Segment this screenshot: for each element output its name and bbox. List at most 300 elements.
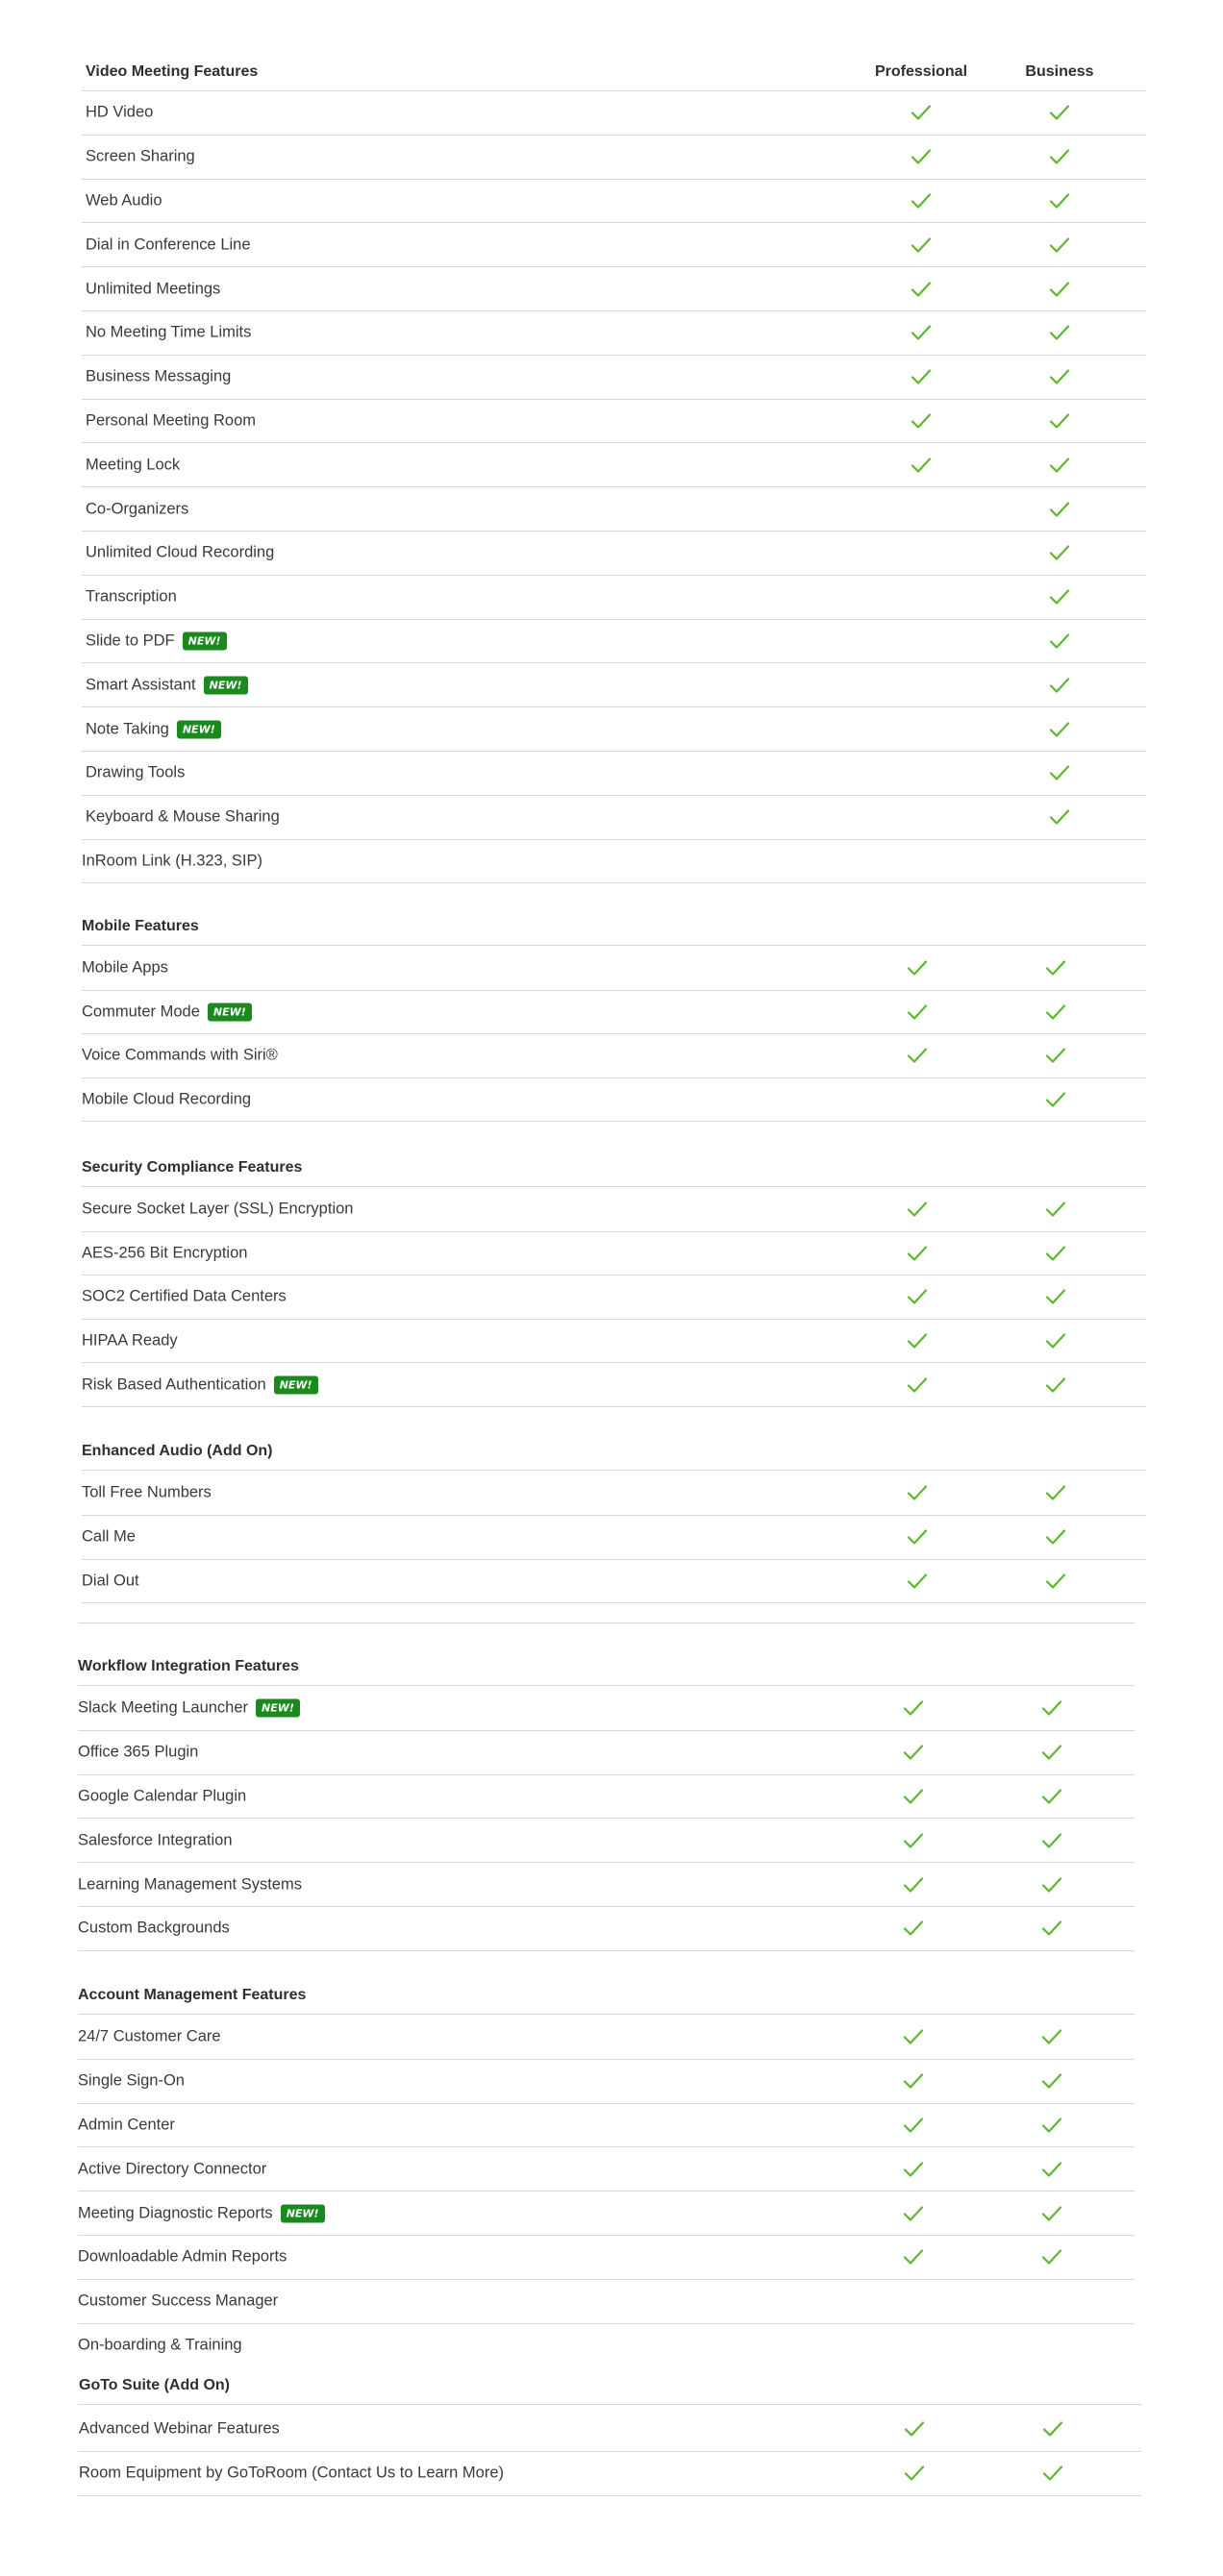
checkmark-icon <box>1045 1003 1066 1021</box>
feature-row <box>82 1320 1146 1364</box>
professional-check-icon <box>911 324 932 341</box>
feature-row <box>82 136 1146 180</box>
professional-check-icon <box>903 1832 924 1849</box>
feature-row <box>78 2236 1135 2280</box>
checkmark-icon <box>1041 1699 1062 1717</box>
professional-check-icon <box>907 1528 928 1546</box>
checkmark-icon <box>1049 677 1070 694</box>
feature-row <box>78 2192 1135 2236</box>
feature-name: Slide to PDF <box>86 632 175 650</box>
feature-name: Smart Assistant <box>86 676 196 694</box>
feature-name: Keyboard & Mouse Sharing <box>86 807 280 826</box>
feature-row <box>82 223 1146 267</box>
checkmark-icon <box>1049 324 1070 341</box>
business-check-icon <box>1049 632 1070 650</box>
feature-label <box>82 852 262 870</box>
section-title: Workflow Integration Features <box>78 1657 299 1674</box>
feature-row <box>82 1472 1146 1516</box>
feature-label <box>86 148 195 166</box>
business-check-icon <box>1041 1876 1062 1894</box>
feature-name: Voice Commands with Siri® <box>82 1046 278 1064</box>
professional-check-icon <box>903 1876 924 1894</box>
professional-check-icon <box>903 2248 924 2266</box>
feature-name: InRoom Link (H.323, SIP) <box>82 852 262 870</box>
business-check-icon <box>1049 764 1070 781</box>
feature-row <box>78 2016 1135 2060</box>
checkmark-icon <box>1045 1047 1066 1064</box>
professional-check-icon <box>903 2161 924 2178</box>
business-check-icon <box>1041 1788 1062 1805</box>
feature-row <box>78 2452 1141 2496</box>
section-title: Account Management Features <box>78 1986 307 2003</box>
business-check-icon <box>1041 2248 1062 2266</box>
checkmark-icon <box>911 236 932 254</box>
professional-check-icon <box>907 1201 928 1218</box>
feature-label <box>86 456 180 474</box>
feature-label <box>78 2337 242 2355</box>
feature-row <box>82 840 1146 884</box>
column-header-business: Business <box>1025 62 1094 80</box>
checkmark-icon <box>1041 2248 1062 2266</box>
feature-label <box>82 1572 139 1590</box>
feature-row <box>82 311 1146 356</box>
feature-row <box>82 267 1146 311</box>
business-check-icon <box>1045 1047 1066 1064</box>
checkmark-icon <box>907 1003 928 1021</box>
feature-row <box>78 2147 1135 2192</box>
feature-row <box>78 2104 1135 2148</box>
business-check-icon <box>1041 1832 1062 1849</box>
column-header-professional: Professional <box>874 62 968 80</box>
feature-label <box>86 500 188 518</box>
feature-label <box>82 1244 247 1262</box>
new-badge: NEW! <box>183 632 227 650</box>
checkmark-icon <box>911 104 932 121</box>
feature-label <box>78 1831 233 1849</box>
business-check-icon <box>1049 544 1070 561</box>
feature-row <box>78 2324 1135 2368</box>
feature-row <box>82 1034 1146 1078</box>
professional-check-icon <box>911 236 932 254</box>
section-title: Mobile Features <box>82 917 199 934</box>
feature-name: Risk Based Authentication <box>82 1375 266 1394</box>
checkmark-icon <box>911 412 932 430</box>
business-check-icon <box>1049 588 1070 606</box>
feature-label <box>86 235 251 254</box>
feature-name: AES-256 Bit Encryption <box>82 1244 248 1262</box>
feature-name: Mobile Cloud Recording <box>82 1090 252 1108</box>
business-check-icon <box>1045 1573 1066 1590</box>
feature-name: Transcription <box>86 587 177 606</box>
feature-label <box>86 676 248 694</box>
checkmark-icon <box>1049 236 1070 254</box>
feature-row <box>82 796 1146 840</box>
section-header <box>78 2366 1141 2405</box>
checkmark-icon <box>903 2205 924 2222</box>
feature-label <box>78 2204 325 2222</box>
business-check-icon <box>1045 1201 1066 1218</box>
business-check-icon <box>1049 236 1070 254</box>
feature-name: Learning Management Systems <box>78 1875 302 1894</box>
feature-row <box>78 2280 1135 2324</box>
section-title: GoTo Suite (Add On) <box>79 2376 231 2393</box>
feature-row <box>78 1731 1135 1775</box>
feature-row <box>82 91 1146 136</box>
feature-label <box>82 1003 252 1021</box>
feature-name: On-boarding & Training <box>78 2336 242 2354</box>
checkmark-icon <box>907 1484 928 1501</box>
checkmark-icon <box>1045 1288 1066 1305</box>
checkmark-icon <box>1049 412 1070 430</box>
feature-name: Business Messaging <box>86 367 232 385</box>
feature-label <box>78 1699 300 1718</box>
feature-name: SOC2 Certified Data Centers <box>82 1287 287 1305</box>
new-badge: NEW! <box>208 1003 252 1021</box>
feature-label <box>78 2248 287 2266</box>
feature-row <box>82 1232 1146 1276</box>
checkmark-icon <box>1041 2161 1062 2178</box>
feature-name: Personal Meeting Room <box>86 411 257 430</box>
business-check-icon <box>1045 1091 1066 1108</box>
professional-check-icon <box>907 1245 928 1262</box>
checkmark-icon <box>1045 959 1066 977</box>
section-header <box>78 1976 1135 2015</box>
business-check-icon <box>1045 1332 1066 1350</box>
professional-check-icon <box>907 1332 928 1350</box>
feature-name: Downloadable Admin Reports <box>78 2247 287 2266</box>
professional-check-icon <box>911 412 932 430</box>
feature-name: Room Equipment by GoToRoom (Contact Us to Learn More) <box>79 2464 505 2482</box>
feature-label <box>82 1528 136 1547</box>
feature-name: Unlimited Cloud Recording <box>86 543 275 561</box>
checkmark-icon <box>903 2117 924 2134</box>
professional-check-icon <box>903 2072 924 2090</box>
business-check-icon <box>1045 1288 1066 1305</box>
professional-check-icon <box>911 192 932 210</box>
checkmark-icon <box>903 1699 924 1717</box>
feature-label <box>78 2028 221 2046</box>
feature-name: HIPAA Ready <box>82 1331 178 1350</box>
feature-name: Customer Success Manager <box>78 2291 279 2310</box>
checkmark-icon <box>1045 1484 1066 1501</box>
professional-check-icon <box>907 1573 928 1590</box>
checkmark-icon <box>911 368 932 385</box>
checkmark-icon <box>903 1832 924 1849</box>
professional-check-icon <box>903 1744 924 1761</box>
new-badge: NEW! <box>204 676 248 694</box>
business-check-icon <box>1049 324 1070 341</box>
checkmark-icon <box>1049 368 1070 385</box>
professional-check-icon <box>907 1003 928 1021</box>
professional-check-icon <box>903 2205 924 2222</box>
business-check-icon <box>1049 677 1070 694</box>
checkmark-icon <box>1045 1091 1066 1108</box>
feature-row <box>78 2060 1135 2104</box>
feature-label <box>82 1047 278 1065</box>
feature-label <box>86 324 251 342</box>
business-check-icon <box>1049 281 1070 298</box>
feature-label <box>82 1090 251 1108</box>
business-check-icon <box>1049 368 1070 385</box>
checkmark-icon <box>1049 148 1070 165</box>
feature-label <box>86 632 227 650</box>
feature-name: Meeting Lock <box>86 456 181 474</box>
checkmark-icon <box>1045 1332 1066 1350</box>
feature-row <box>82 707 1146 752</box>
business-check-icon <box>1042 2420 1063 2438</box>
checkmark-icon <box>1049 588 1070 606</box>
professional-check-icon <box>911 457 932 474</box>
professional-check-icon <box>904 2465 925 2482</box>
section-title: Video Meeting Features <box>86 62 259 80</box>
business-check-icon <box>1049 104 1070 121</box>
business-check-icon <box>1045 1003 1066 1021</box>
feature-label <box>82 1288 287 1306</box>
feature-name: Toll Free Numbers <box>82 1483 212 1501</box>
feature-row <box>78 1687 1135 1731</box>
section-divider <box>78 1622 1135 1623</box>
feature-name: Active Directory Connector <box>78 2160 267 2178</box>
feature-name: Dial in Conference Line <box>86 235 251 254</box>
checkmark-icon <box>1041 1876 1062 1894</box>
checkmark-icon <box>1045 1376 1066 1394</box>
new-badge: NEW! <box>274 1375 318 1394</box>
checkmark-icon <box>1049 104 1070 121</box>
checkmark-icon <box>907 1288 928 1305</box>
feature-name: Dial Out <box>82 1572 139 1590</box>
new-badge: NEW! <box>281 2204 325 2222</box>
checkmark-icon <box>1049 544 1070 561</box>
business-check-icon <box>1049 501 1070 518</box>
feature-name: Google Calendar Plugin <box>78 1787 247 1805</box>
checkmark-icon <box>1049 632 1070 650</box>
feature-name: Slack Meeting Launcher <box>78 1698 249 1717</box>
checkmark-icon <box>911 148 932 165</box>
checkmark-icon <box>911 457 932 474</box>
business-check-icon <box>1041 2072 1062 2090</box>
checkmark-icon <box>1041 2205 1062 2222</box>
checkmark-icon <box>1049 808 1070 826</box>
checkmark-icon <box>904 2420 925 2438</box>
feature-row <box>78 1863 1135 1907</box>
professional-check-icon <box>903 1920 924 1937</box>
feature-name: Secure Socket Layer (SSL) Encryption <box>82 1200 354 1218</box>
feature-label <box>82 1332 178 1350</box>
business-check-icon <box>1045 959 1066 977</box>
feature-label <box>78 2116 175 2134</box>
checkmark-icon <box>1041 2072 1062 2090</box>
checkmark-icon <box>1049 721 1070 738</box>
business-check-icon <box>1045 1376 1066 1394</box>
feature-label <box>86 104 153 122</box>
checkmark-icon <box>1049 281 1070 298</box>
checkmark-icon <box>903 2248 924 2266</box>
checkmark-icon <box>907 1047 928 1064</box>
checkmark-icon <box>903 2161 924 2178</box>
feature-label <box>86 764 185 782</box>
business-check-icon <box>1045 1528 1066 1546</box>
feature-name: Call Me <box>82 1527 136 1546</box>
feature-label <box>78 2292 278 2311</box>
checkmark-icon <box>903 2072 924 2090</box>
feature-label <box>79 2465 504 2483</box>
feature-row <box>82 1078 1146 1123</box>
feature-name: Unlimited Meetings <box>86 280 221 298</box>
checkmark-icon <box>1045 1201 1066 1218</box>
checkmark-icon <box>903 1788 924 1805</box>
checkmark-icon <box>907 1573 928 1590</box>
feature-name: Meeting Diagnostic Reports <box>78 2204 273 2222</box>
feature-label <box>78 1744 198 1762</box>
feature-name: No Meeting Time Limits <box>86 323 252 341</box>
professional-check-icon <box>904 2420 925 2438</box>
feature-label <box>82 959 168 978</box>
feature-row <box>78 2408 1141 2452</box>
feature-row <box>82 443 1146 487</box>
feature-row <box>82 576 1146 620</box>
business-check-icon <box>1049 457 1070 474</box>
checkmark-icon <box>911 192 932 210</box>
checkmark-icon <box>907 959 928 977</box>
business-check-icon <box>1041 1699 1062 1717</box>
feature-label <box>86 808 280 827</box>
professional-check-icon <box>911 281 932 298</box>
feature-name: Advanced Webinar Features <box>79 2419 280 2438</box>
checkmark-icon <box>1045 1573 1066 1590</box>
new-badge: NEW! <box>177 720 221 738</box>
feature-label <box>82 1375 318 1394</box>
feature-row <box>82 400 1146 444</box>
checkmark-icon <box>1041 1832 1062 1849</box>
feature-row <box>82 180 1146 224</box>
feature-row <box>82 1363 1146 1407</box>
feature-name: Note Taking <box>86 720 169 738</box>
checkmark-icon <box>1049 192 1070 210</box>
feature-label <box>79 2420 280 2439</box>
checkmark-icon <box>1041 1788 1062 1805</box>
feature-name: Office 365 Plugin <box>78 1743 199 1761</box>
feature-name: 24/7 Customer Care <box>78 2027 221 2045</box>
feature-name: Drawing Tools <box>86 763 186 781</box>
section-header <box>82 1149 1146 1187</box>
checkmark-icon <box>1049 501 1070 518</box>
business-check-icon <box>1049 148 1070 165</box>
feature-label <box>78 2160 266 2178</box>
feature-row <box>82 1188 1146 1232</box>
checkmark-icon <box>907 1332 928 1350</box>
business-check-icon <box>1049 808 1070 826</box>
feature-name: Co-Organizers <box>86 500 189 518</box>
feature-name: HD Video <box>86 103 154 121</box>
checkmark-icon <box>907 1376 928 1394</box>
section-header <box>78 1647 1135 1686</box>
checkmark-icon <box>903 1876 924 1894</box>
business-check-icon <box>1049 192 1070 210</box>
section-header <box>82 907 1146 946</box>
business-check-icon <box>1041 2028 1062 2045</box>
professional-check-icon <box>903 1788 924 1805</box>
feature-row <box>82 663 1146 707</box>
checkmark-icon <box>1041 2117 1062 2134</box>
section-header <box>82 1432 1146 1471</box>
feature-label <box>78 1787 246 1805</box>
business-check-icon <box>1049 721 1070 738</box>
business-check-icon <box>1041 1744 1062 1761</box>
professional-check-icon <box>907 1484 928 1501</box>
feature-label <box>78 1920 230 1938</box>
feature-name: Web Audio <box>86 191 162 210</box>
checkmark-icon <box>1049 764 1070 781</box>
feature-row <box>82 1516 1146 1560</box>
new-badge: NEW! <box>256 1699 300 1718</box>
business-check-icon <box>1041 2205 1062 2222</box>
professional-check-icon <box>903 2117 924 2134</box>
business-check-icon <box>1049 412 1070 430</box>
checkmark-icon <box>1041 1920 1062 1937</box>
feature-row <box>78 1819 1135 1863</box>
feature-label <box>82 1201 353 1219</box>
checkmark-icon <box>1042 2465 1063 2482</box>
checkmark-icon <box>1041 2028 1062 2045</box>
feature-name: Admin Center <box>78 2116 175 2134</box>
professional-check-icon <box>911 104 932 121</box>
professional-check-icon <box>907 1376 928 1394</box>
feature-row <box>78 1907 1135 1951</box>
feature-label <box>86 544 274 562</box>
section-title: Security Compliance Features <box>82 1158 303 1176</box>
checkmark-icon <box>1042 2420 1063 2438</box>
checkmark-icon <box>1045 1528 1066 1546</box>
feature-label <box>86 368 231 386</box>
checkmark-icon <box>1041 1744 1062 1761</box>
professional-check-icon <box>907 1288 928 1305</box>
feature-row <box>82 1276 1146 1320</box>
feature-label <box>86 280 220 298</box>
feature-row <box>82 532 1146 576</box>
checkmark-icon <box>1045 1245 1066 1262</box>
feature-name: Mobile Apps <box>82 958 168 977</box>
feature-row <box>82 356 1146 400</box>
section-header <box>82 53 1146 91</box>
feature-name: Single Sign-On <box>78 2071 185 2090</box>
business-check-icon <box>1041 2117 1062 2134</box>
feature-row <box>82 1560 1146 1604</box>
business-check-icon <box>1041 1920 1062 1937</box>
business-check-icon <box>1045 1245 1066 1262</box>
feature-row <box>82 752 1146 796</box>
feature-row <box>82 620 1146 664</box>
checkmark-icon <box>907 1201 928 1218</box>
feature-row <box>82 487 1146 532</box>
business-check-icon <box>1041 2161 1062 2178</box>
feature-row <box>82 947 1146 991</box>
checkmark-icon <box>1049 457 1070 474</box>
checkmark-icon <box>907 1245 928 1262</box>
feature-label <box>82 1484 212 1502</box>
feature-label <box>86 191 162 210</box>
checkmark-icon <box>903 1744 924 1761</box>
checkmark-icon <box>904 2465 925 2482</box>
professional-check-icon <box>907 959 928 977</box>
professional-check-icon <box>911 368 932 385</box>
checkmark-icon <box>911 281 932 298</box>
professional-check-icon <box>911 148 932 165</box>
checkmark-icon <box>907 1528 928 1546</box>
feature-label <box>86 720 221 738</box>
checkmark-icon <box>903 1920 924 1937</box>
feature-row <box>82 991 1146 1035</box>
professional-check-icon <box>903 2028 924 2045</box>
